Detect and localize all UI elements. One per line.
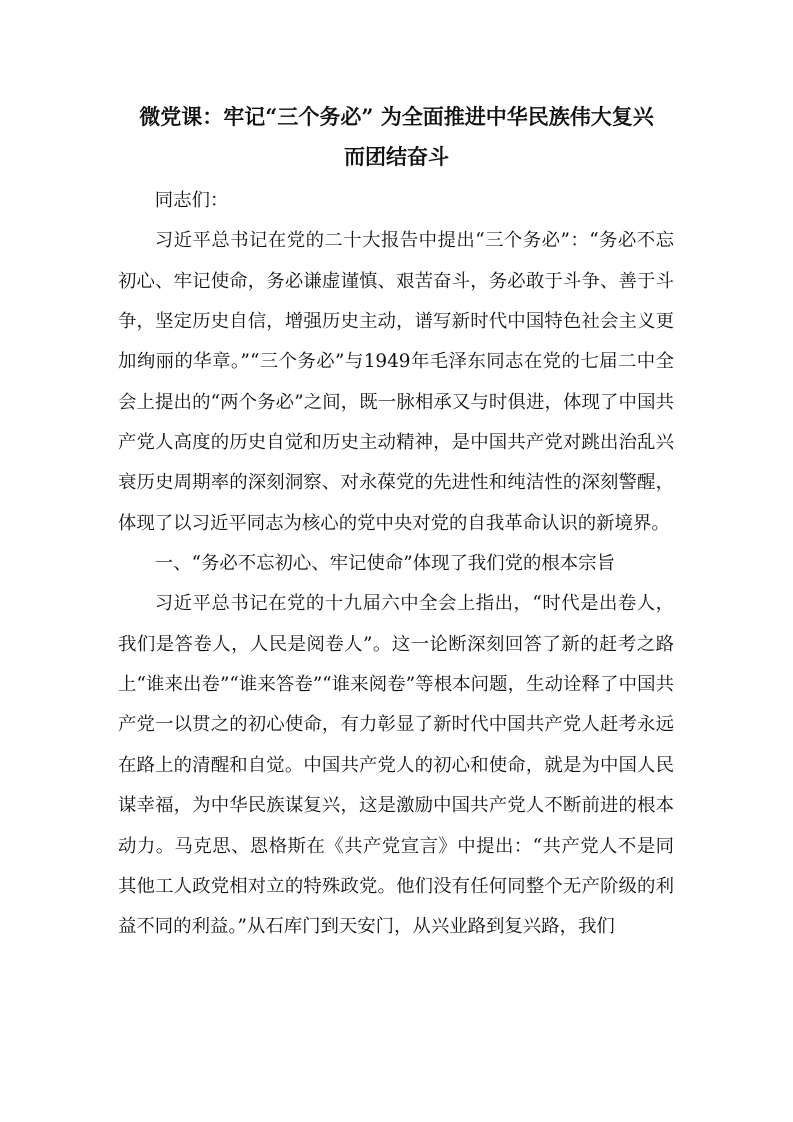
- document-body: [118, 181, 674, 948]
- body-paragraph-section-1: 习近平总书记在党的十九届六中全会上指出，“时代是出卷人，我们是答卷人，人民是阅卷人”。这一论断深刻回答了新的赶考之路上“谁来出卷”“谁来答卷”“谁来阅卷”等根本问题，生动诠释了中国共产党一以贯之的初心使命，有力彰显了新时代中国共产党人赶考永远在路上的清醒和自觉。中国共产党人的初心和使命，就是为中国人民谋幸福，为中华民族谋复兴，这是激励中国共产党人不断前进的根本动力。马克思、恩格斯在《共产党宣言》中提出：“共产党人不是同其他工人政党相对立的特殊政党。他们没有任何同整个无产阶级的利益不同的利益。”从石库门到天安门，从兴业路到复兴路，我们: [118, 593, 674, 938]
- section-heading-1: 一、“务必不忘初心、牢记使命”体现了我们党的根本宗旨: [154, 553, 615, 575]
- document-title-line-2: 而团结奋斗: [344, 144, 449, 169]
- body-paragraph-intro: 习近平总书记在党的二十大报告中提出“三个务必”：“务必不忘初心、牢记使命，务必谦虚谨慎、艰苦奋斗，务必敢于斗争、善于斗争，坚定历史自信，增强历史主动，谱写新时代中国特色社会主义更加绚丽的华章。”“三个务必”与1949年毛泽东同志在党的七届二中全会上提出的“两个务必”之间，既一脉相承又与时俱进，体现了中国共产党人高度的历史自觉和历史主动精神，是中国共产党对跳出治乱兴衰历史周期率的深刻洞察、对永葆党的先进性和纯洁性的深刻警醒，体现了以习近平同志为核心的党中央对党的自我革命认识的新境界。: [118, 230, 674, 534]
- document-title-line-1: 微党课：牢记“三个务必” 为全面推进中华民族伟大复兴: [139, 104, 654, 129]
- salutation: 同志们：: [154, 190, 229, 211]
